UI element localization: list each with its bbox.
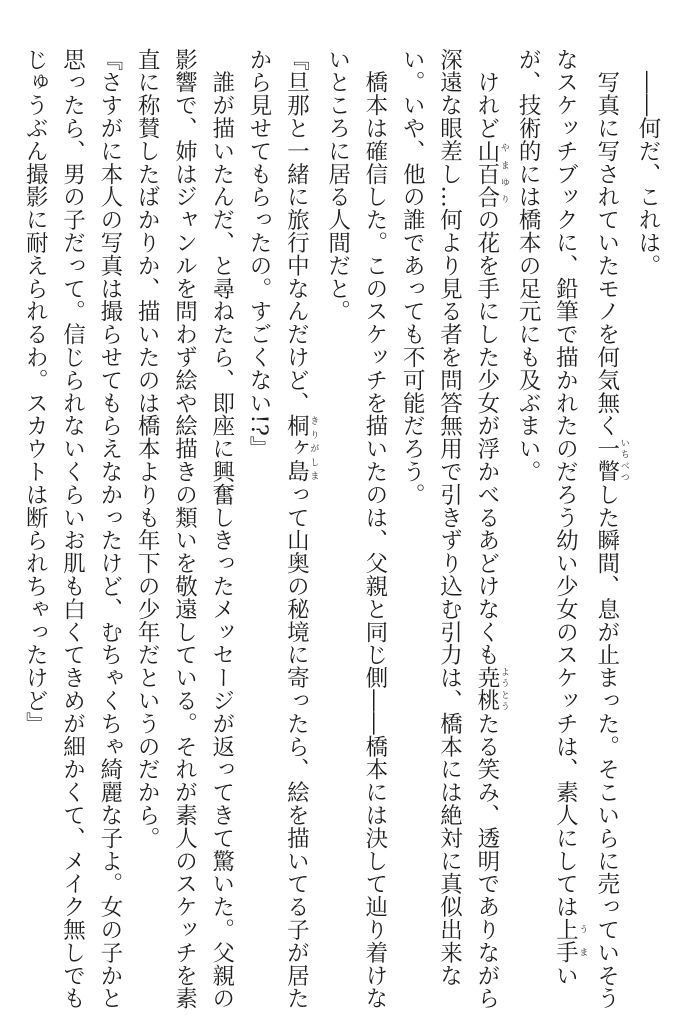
text-line-6: 深遠な眼差し…何より見る者を問答無用で引きずり込む引力は、橋本には絶対に真似出来な (436, 48, 463, 987)
text-line-11: から見せてもらったの。すごくない!?』 (246, 48, 273, 460)
text-line-15: 『さすがに本人の写真は撮らせてもらえなかったけど、むちゃくちゃ綺麗な子よ。女の子かと (96, 48, 123, 1010)
text-line-10: 『旦那と一緒に旅行中なんだけど、桐ヶ島 きりがしまって山奥の秘境に寄ったら、絵を描いてる子が居た (283, 48, 319, 1010)
text-line-1: ――何だ、これは。 (635, 48, 661, 277)
text-line-7: い。いや、他の誰であっても不可能だろう。 (399, 48, 426, 506)
text-line-16: 思ったら、男の子だって。信じられないくらいお肌も白くてきめが細かくて、メイク無しでも (59, 48, 86, 1010)
text-line-5: けれど山百合 やまゆりの花を手にした少女が浮かべるあどけなくも尭桃 ようとうたる笑み、透明でありながら (473, 48, 509, 1010)
text-line-2: 写真に写されていたモノを何気無く一瞥 いちべつした瞬間、息が止まった。そこいらに売っていそう (593, 48, 629, 1010)
vertical-text-body (16, 48, 666, 1010)
text-line-14: 直に称賛したばかりか、描いたのは橋本よりも年下の少年だというのだから。 (134, 48, 161, 850)
text-line-13: 影響で、姉はジャンルを問わず絵や絵描きの類いを敬遠している。それが素人のスケッチを素 (171, 48, 198, 1010)
text-line-9: いところに居る人間だと。 (324, 48, 351, 323)
text-line-12: 誰が描いたんだ、と尋ねたら、即座に興奮しきったメッセージが返ってきて驚いた。父親の (208, 48, 235, 1010)
text-line-17: じゅうぶん撮影に耐えられるわ。スカウトは断られちゃったけど』 (22, 48, 49, 735)
text-line-3: なスケッチブックに、鉛筆で描かれたのだろう幼い少女のスケッチは、素人にしては上手 うまい (552, 48, 588, 987)
text-line-4: が、技術的には橋本の足元にも及ぶまい。 (515, 48, 542, 484)
text-line-8: 橋本は確信した。このスケッチを描いたのは、父親と同じ側――橋本には決して辿り着けな (361, 48, 388, 1010)
